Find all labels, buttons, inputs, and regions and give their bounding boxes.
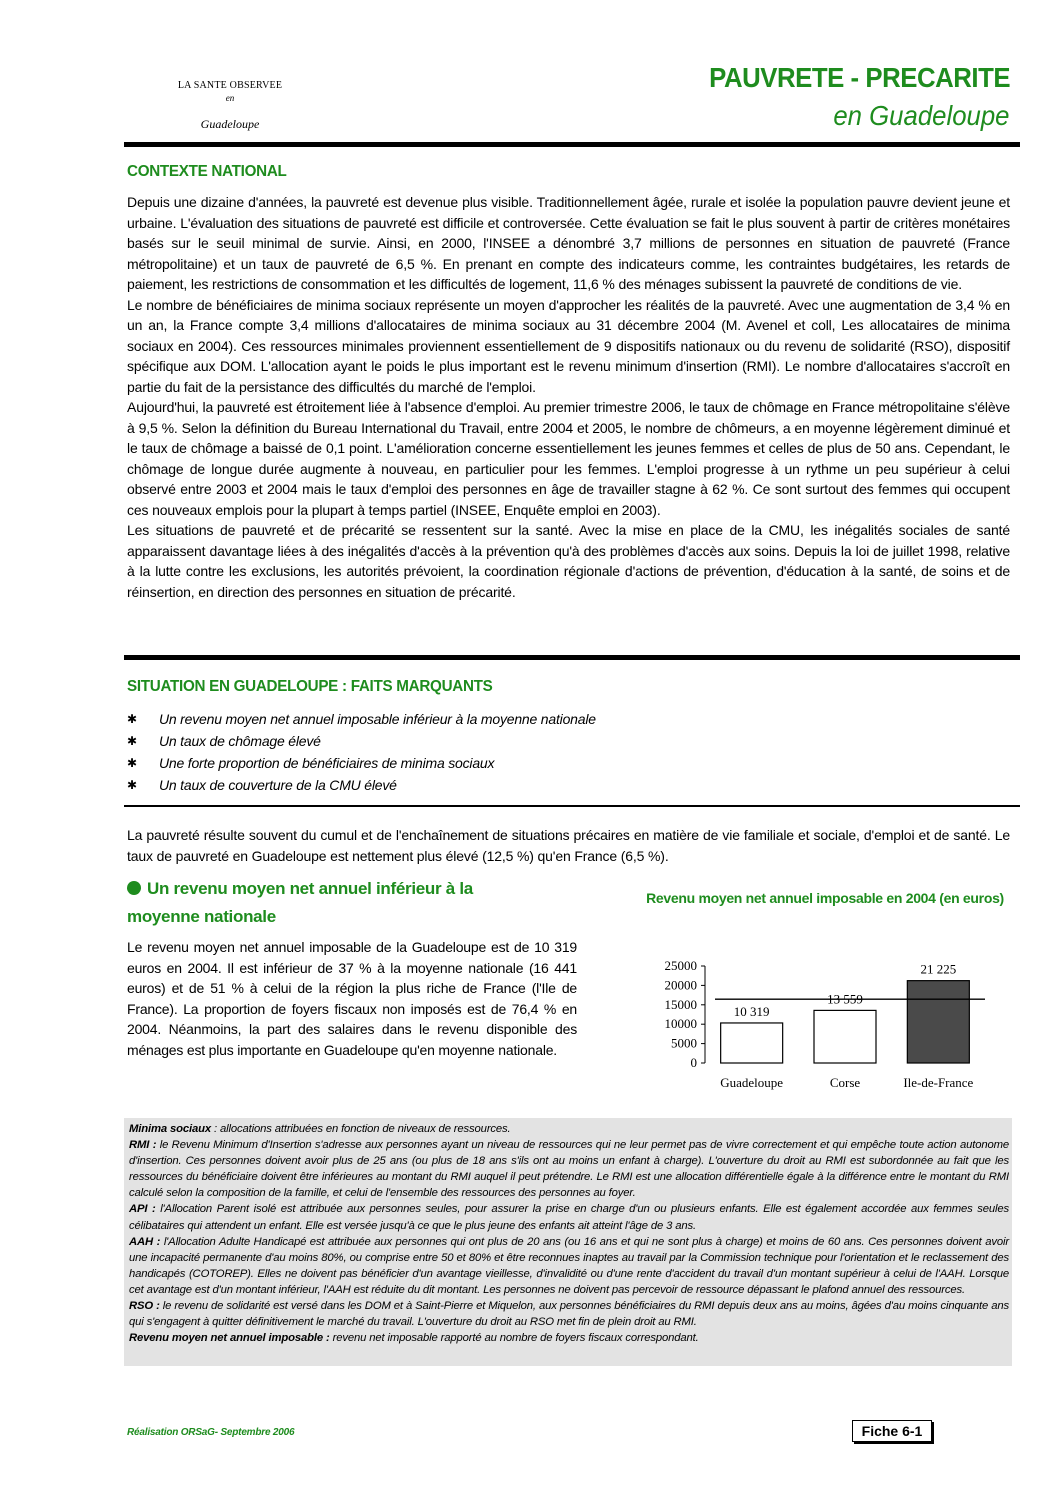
paragraph: Depuis une dizaine d'années, la pauvreté est devenue plus visible. Traditionnellement âgée, rurale et isolée la population pauvre devient jeune et urbaine. L'évaluation des situations de pauvreté est difficile et controversée. Cette évaluation se fait le plus souvent à partir de critères monétaires basés sur le seuil minimal de survie. Ainsi, en 2000, l'INSEE a dénombré 3,7 millions de personnes en situation de pauvreté (France métropolitaine) et un taux de pauvreté de 6,5 %. En prenant en compte des indicateurs comme, les contraintes budgétaires, les retards de paiement, les restrictions de consommation et les difficultés de logement, 11,6 % des ménages subissent la pauvreté de conditions de vie.	[127, 194, 1010, 292]
section-heading-contexte: CONTEXTE NATIONAL	[127, 163, 287, 180]
definition	[129, 1201, 1009, 1233]
y-tick-label: 5000	[671, 1035, 697, 1051]
definitions-text	[129, 1121, 1009, 1346]
fact-text: Un taux de chômage élevé	[159, 733, 321, 749]
definition-term: Revenu moyen net annuel imposable :	[129, 1332, 330, 1345]
subsection-heading	[127, 875, 527, 931]
definition-text: l'Allocation Parent isolé est attribuée aux personnes seules, pour assurer la prise en charge d'un ou plusieurs enfants. Elle est également accordée aux femmes seules célibataires qui attendent un enfant. Elle est versée jusqu'à ce que le plus jeune des enfants ait atteint l'âge de 3 ans.	[129, 1203, 1009, 1232]
paragraph: Les situations de pauvreté et de précarité se ressentent sur la santé. Avec la mise en place de la CMU, les inégalités sociales de santé apparaissent davantage liées à des inégalités d'accès à la prévention qu'à des problèmes d'accès aux soins. Depuis la loi de juillet 1998, relative à la lutte contre les exclusions, les autorités prévoient, la coordination régionale d'actions de prévention, d'éducation à la santé, de soins et de réinsertion, en direction des personnes en situation de précarité.	[127, 522, 1010, 600]
definition-term: RSO :	[129, 1300, 160, 1313]
bullet-dot-icon	[127, 881, 141, 895]
section-contexte-body	[127, 192, 1010, 602]
paragraph: Le nombre de bénéficiaires de minima sociaux représente un moyen d'approcher les réalités de la pauvreté. Avec une augmentation de 3,4 % en un an, la France compte 3,4 millions d'allocataires de minima sociaux au 31 décembre 2004 (M. Avenel et coll, Les allocataires de minima sociaux en 2004). Ces ressources minimales proviennent essentiellement de 9 dispositifs nationaux ou du revenu de solidarité (RSO), dispositif spécifique aux DOM. L'allocation ayant le poids le plus important est le revenu minimum d'insertion (RMI). Le nombre d'allocataires s'accroît en partie du fait de la persistance des difficultés du marché de l'emploi.	[127, 296, 1010, 395]
y-tick-label: 25000	[664, 958, 697, 973]
y-tick-label: 0	[690, 1055, 697, 1070]
data-label: 21 225	[920, 961, 957, 977]
x-tick-label: Guadeloupe	[720, 1075, 784, 1090]
definition-term: RMI :	[129, 1139, 157, 1152]
list-item	[127, 774, 596, 796]
x-tick-label: Corse	[829, 1075, 861, 1090]
definition-term: AAH :	[129, 1235, 161, 1248]
data-label: 10 319	[733, 1003, 770, 1019]
definition-text: l'Allocation Adulte Handicapé est attribuée aux personnes qui ont plus de 20 ans (ou 16 ans et qui ne sont plus à charge) et moins de 60 ans. Ces personnes doivent avoir une incapacité permanente d'au moins 80%, ou comprise entre 50 et 80% et être reconnues inaptes au travail par la Commission technique pour l'orientation et le reclassement des handicapés (COTOREP). Elles ne doivent pas bénéficier d'un avantage vieillesse, d'invalidité ou d'une rente d'accident du travail d'un montant supérieur à celui de l'AAH. Lorsque cet avantage est d'un montant inférieur, l'AAH est réduite du dit montant. Les personnes ne doivent pas percevoir de ressource dépassant le plafond annuel des ressources.	[129, 1235, 1009, 1296]
fact-text: Une forte proportion de bénéficiaires de minima sociaux	[159, 755, 495, 771]
y-tick-label: 10000	[664, 1016, 697, 1032]
data-label: 13 559	[827, 991, 863, 1007]
footer-credit: Réalisation ORSaG- Septembre 2006	[127, 1427, 295, 1438]
definition	[129, 1330, 1009, 1346]
list-item	[127, 752, 596, 774]
bar	[721, 1023, 783, 1063]
bar-chart	[640, 940, 1010, 1100]
facts-list	[127, 708, 596, 796]
intro-paragraph: La pauvreté résulte souvent du cumul et de l'enchaînement de situations précaires en matière de vie familiale et sociale, d'emploi et de santé. Le taux de pauvreté en Guadeloupe est nettement plus élevé (12,5 %) qu'en France (6,5 %).	[127, 827, 1010, 864]
bullet-icon: ✱	[127, 778, 137, 792]
definition-text: le revenu de solidarité est versé dans les DOM et à Saint-Pierre et Miquelon, aux personnes bénéficiaires du RMI depuis deux ans au moins, âgées d'au moins cinquante ans qui s'engagent à quitter définitivement le marché du travail. L'ouverture du droit au RSO met fin de plein droit au RMI.	[129, 1300, 1009, 1329]
logo	[170, 80, 290, 132]
y-tick-label: 15000	[664, 996, 697, 1012]
logo-line-2: en	[225, 93, 235, 103]
section-heading-faits: SITUATION EN GUADELOUPE : FAITS MARQUANTS	[127, 678, 493, 695]
bar	[814, 1010, 876, 1063]
subsection-heading-text: Un revenu moyen net annuel inférieur à la moyenne nationale	[127, 879, 473, 926]
definition	[129, 1298, 1009, 1330]
definition-term: Minima sociaux	[129, 1123, 212, 1135]
definition	[129, 1121, 1009, 1137]
bullet-icon: ✱	[127, 756, 137, 770]
header-rule	[124, 142, 1020, 147]
section-rule	[124, 805, 1020, 807]
definition	[129, 1137, 1009, 1201]
logo-line-3: Guadeloupe	[200, 117, 260, 131]
y-tick-label: 20000	[664, 977, 697, 993]
subsection-text: Le revenu moyen net annuel imposable de la Guadeloupe est de 10 319 euros en 2004. Il est inférieur de 37 % à la moyenne nationale (16 441 euros) et de 51 % à celui de la région la plus riche de France (l'Ile de France). La proportion de foyers fiscaux non imposés est de 76,4 % en 2004. Néanmoins, la part des salaires dans le revenu disponible des ménages est plus importante en Guadeloupe qu'en moyenne nationale.	[127, 939, 577, 1058]
definition-term: API :	[129, 1203, 156, 1216]
bullet-icon: ✱	[127, 734, 137, 748]
bar	[907, 981, 969, 1063]
list-item	[127, 708, 596, 730]
chart-title: Revenu moyen net annuel imposable en 2004 (en euros)	[646, 890, 1004, 906]
page-title: PAUVRETE - PRECARITE	[709, 62, 1010, 93]
definition-text: revenu net imposable rapporté au nombre de foyers fiscaux correspondant.	[329, 1332, 699, 1345]
x-tick-label: Ile-de-France	[903, 1075, 974, 1090]
list-item	[127, 730, 596, 752]
fiche-badge: Fiche 6-1	[852, 1420, 932, 1442]
paragraph: Aujourd'hui, la pauvreté est étroitement liée à l'absence d'emploi. Au premier trimestre 2006, le taux de chômage en France métropolitaine s'élève à 9,5 %. Selon la définition du Bureau International du Travail, entre 2004 et 2005, le nombre de chômeurs, a en moyenne légèrement diminué et le taux de chômage a baissé de 0,1 point. L'amélioration concerne essentiellement les jeunes femmes et celles de plus de 50 ans. Cependant, le chômage de longue durée augmente à nouveau, en particulier pour les femmes. L'emploi progresse à un rythme un peu supérieur à celui observé entre 2003 et 2004 mais le taux d'emploi des personnes en âge de travailler stagne à 62 %. Ce sont surtout des femmes qui occupent ces nouveaux emplois pour la plupart à temps partiel (INSEE, Enquête emploi en 2003).	[127, 399, 1010, 518]
page-subtitle: en Guadeloupe	[833, 100, 1010, 131]
section-rule	[124, 655, 1020, 660]
logo-line-1: LA SANTE OBSERVEE	[177, 80, 283, 91]
bullet-icon: ✱	[127, 712, 137, 726]
definition-text: : allocations attribuées en fonction de niveaux de ressources.	[211, 1123, 511, 1135]
fact-text: Un revenu moyen net annuel imposable inférieur à la moyenne nationale	[159, 711, 596, 727]
fact-text: Un taux de couverture de la CMU élevé	[159, 777, 397, 793]
definition	[129, 1234, 1009, 1298]
definition-text: le Revenu Minimum d'Insertion s'adresse aux personnes ayant un niveau de ressources qui ne leur permet pas de vivre correctement et qui empêche toute action autonome d'insertion. Ces personnes doivent avoir plus de 25 ans (ou plus de 18 ans s'ils ont au moins un enfant à charge). L'ouverture du droit au RMI est subordonnée au fait que les ressources du bénéficiaire doivent être inférieures au montant du RMI auquel il peut prétendre. Le RMI est une allocation différentielle égale à la différence entre le montant du RMI calculé selon la composition de la famille, et celui de l'ensemble des ressources des personnes au foyer.	[129, 1139, 1010, 1200]
